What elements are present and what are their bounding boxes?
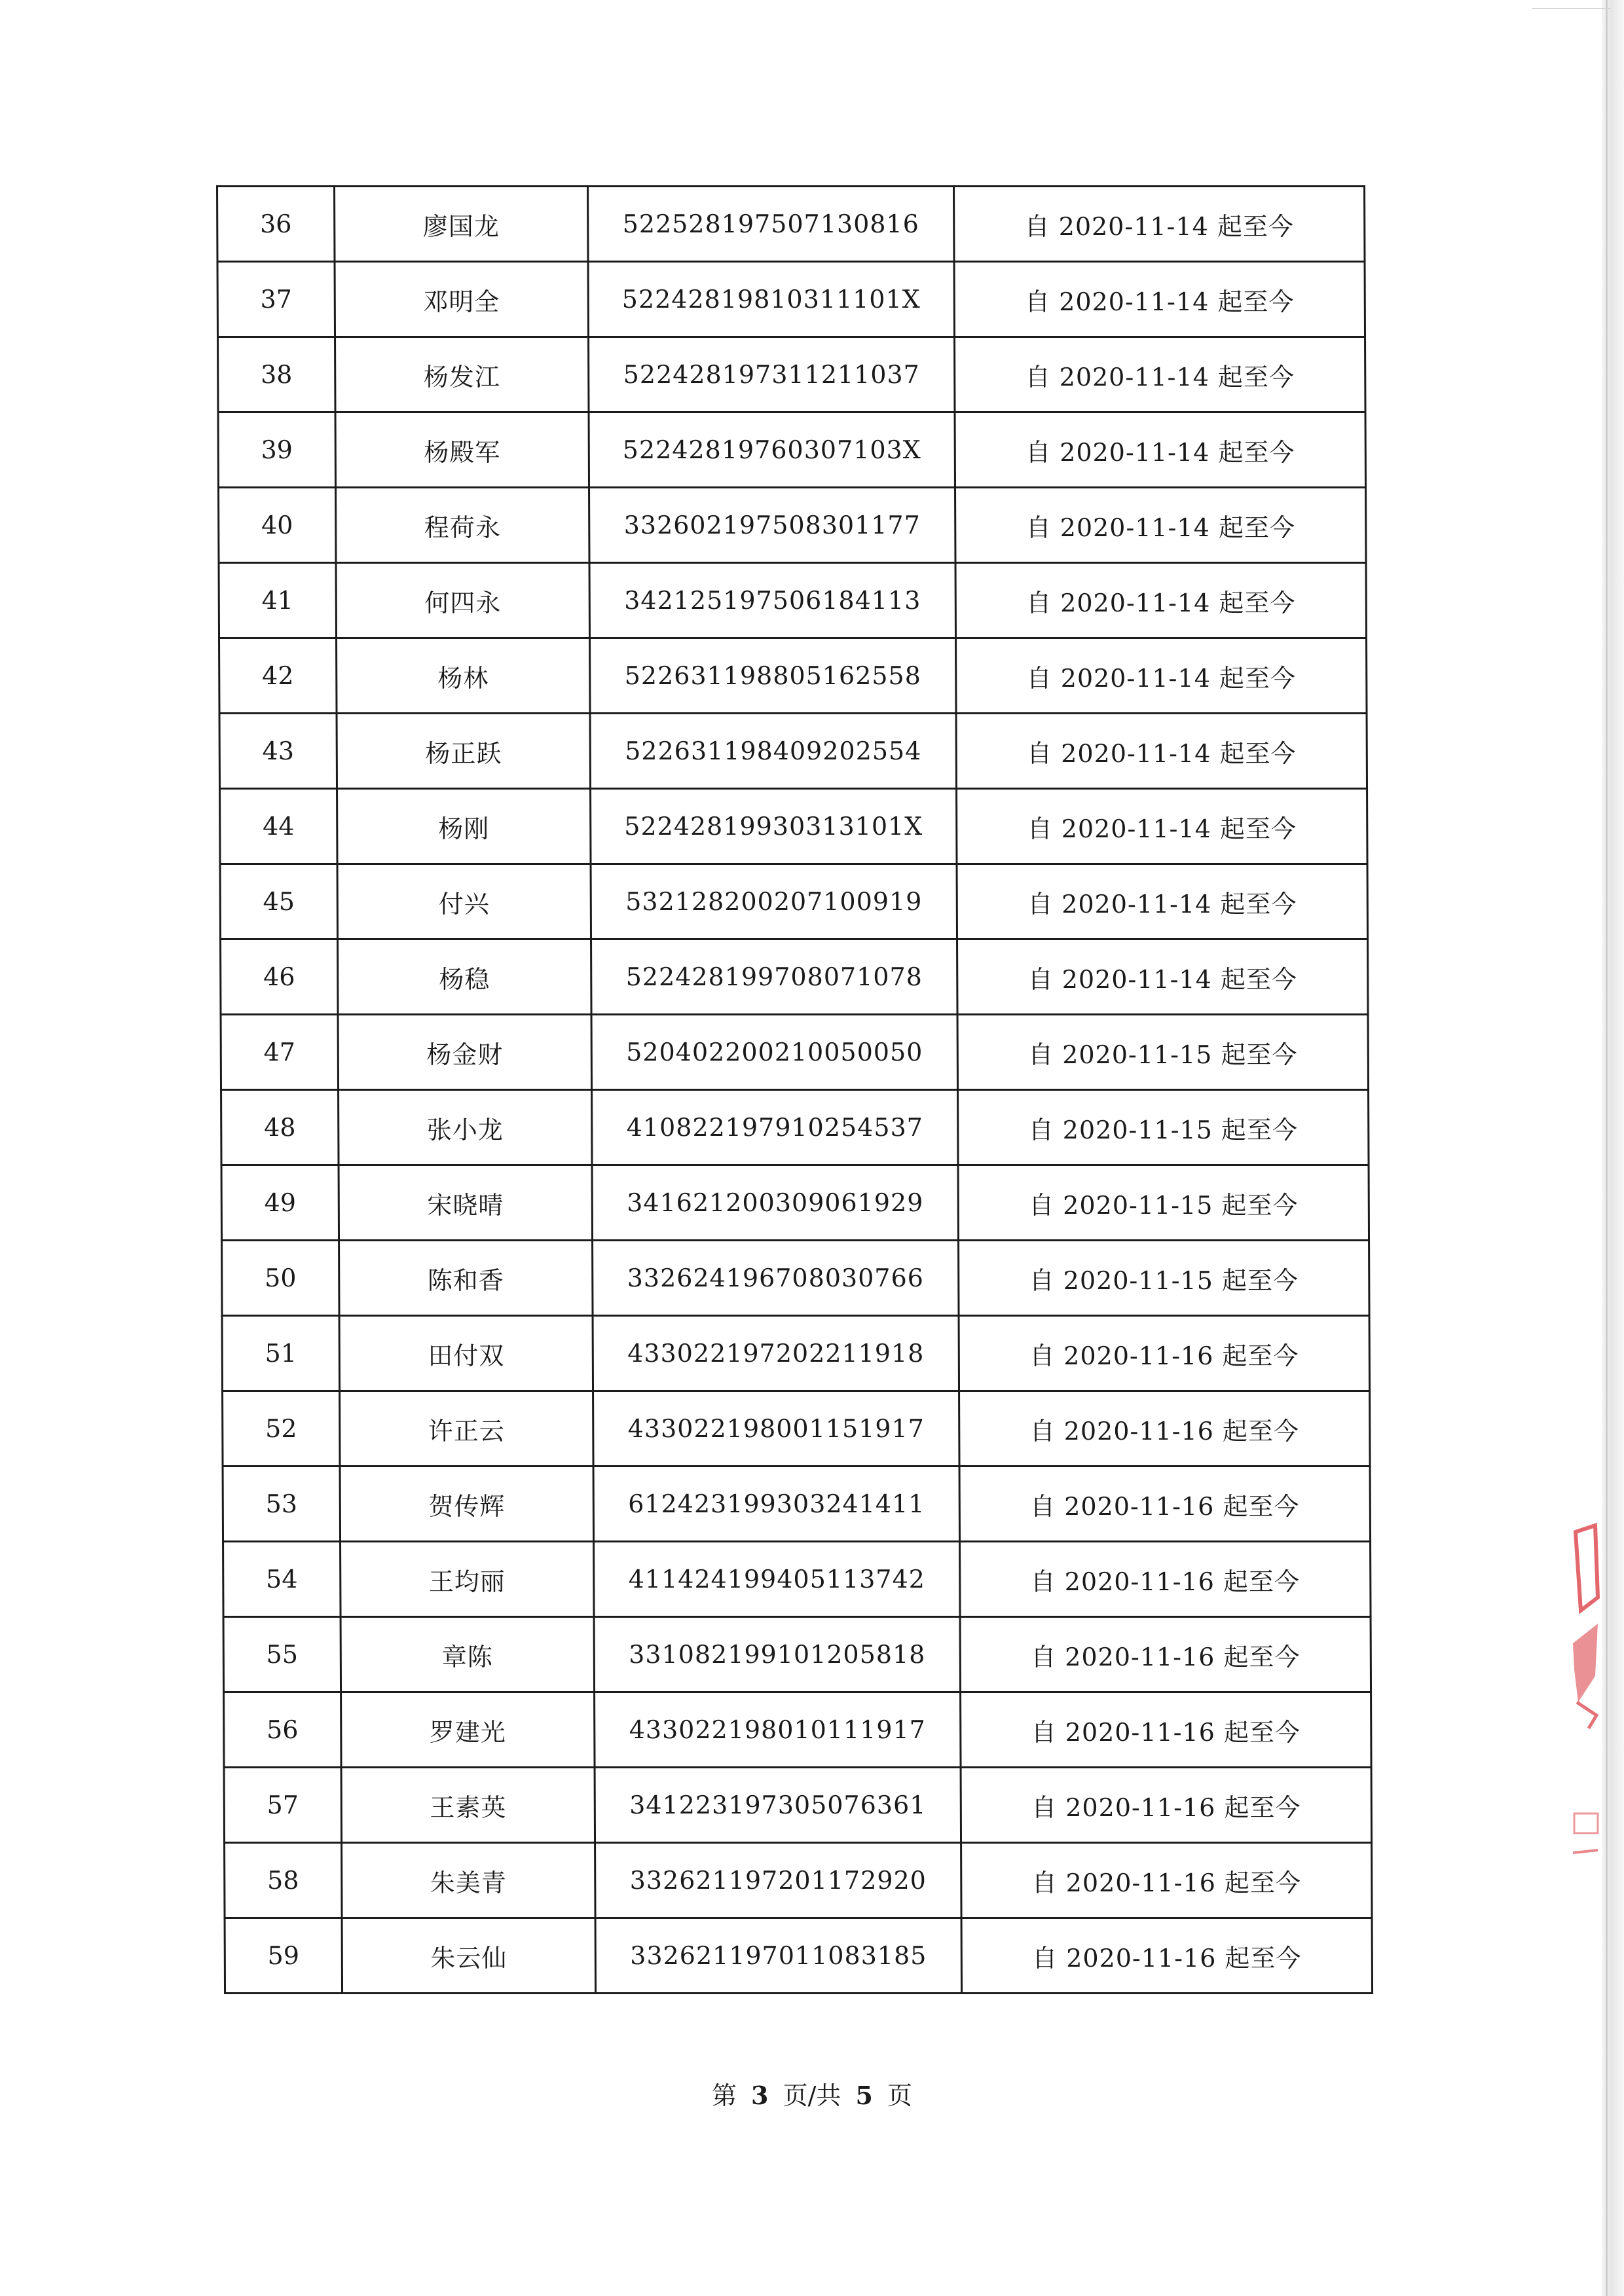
row-number: 37 (217, 262, 335, 337)
row-id-number: 331082199101205818 (594, 1617, 961, 1692)
row-number: 38 (218, 337, 336, 412)
row-period: 自 2020-11-14 起至今 (955, 337, 1366, 412)
row-name: 陈和香 (339, 1241, 593, 1316)
row-id-number: 332624196708030766 (593, 1241, 959, 1316)
table-row (219, 714, 1367, 789)
page-footer (0, 2075, 1624, 2111)
row-period: 自 2020-11-14 起至今 (956, 714, 1367, 789)
table-row (222, 1241, 1370, 1316)
row-id-number: 332621197011083185 (595, 1918, 962, 1994)
row-id-number: 522631198409202554 (590, 714, 957, 789)
table-row (218, 412, 1366, 488)
row-name: 罗建光 (341, 1692, 595, 1768)
row-period: 自 2020-11-14 起至今 (956, 638, 1367, 714)
row-name: 宋晓晴 (339, 1165, 593, 1241)
row-id-number: 332602197508301177 (589, 488, 956, 563)
table-row (219, 488, 1367, 563)
table-row (221, 1165, 1369, 1241)
row-period: 自 2020-11-15 起至今 (958, 1165, 1369, 1241)
row-period: 自 2020-11-15 起至今 (959, 1241, 1370, 1316)
row-id-number: 410822197910254537 (592, 1090, 959, 1165)
seal-fragments (1573, 1525, 1598, 1853)
row-number: 52 (223, 1391, 341, 1467)
row-number: 41 (219, 563, 337, 638)
row-id-number: 532128200207100919 (591, 864, 957, 939)
row-name: 杨刚 (337, 789, 591, 864)
table-row (220, 864, 1368, 939)
row-name: 朱云仙 (342, 1918, 596, 1994)
table-row (221, 1090, 1369, 1165)
personnel-table-body (217, 187, 1373, 1994)
row-id-number: 52242819930313101X (591, 789, 957, 864)
row-period: 自 2020-11-16 起至今 (960, 1542, 1371, 1617)
row-number: 40 (219, 488, 337, 563)
row-name: 杨正跃 (337, 714, 591, 789)
row-name: 杨殿军 (335, 412, 589, 488)
row-name: 许正云 (340, 1391, 594, 1467)
personnel-table-wrapper (216, 185, 1363, 2054)
row-period: 自 2020-11-14 起至今 (955, 488, 1367, 563)
row-id-number: 522428197311211037 (589, 337, 955, 412)
table-row (225, 1843, 1373, 1918)
row-period: 自 2020-11-14 起至今 (954, 262, 1365, 337)
row-name: 朱美青 (342, 1843, 596, 1918)
row-number: 57 (224, 1768, 342, 1843)
table-row (222, 1316, 1370, 1391)
row-period: 自 2020-11-14 起至今 (957, 939, 1369, 1015)
row-period: 自 2020-11-14 起至今 (957, 789, 1368, 864)
row-period: 自 2020-11-14 起至今 (955, 563, 1367, 638)
row-id-number: 341621200309061929 (592, 1165, 959, 1241)
table-row (217, 262, 1365, 337)
row-number: 42 (219, 638, 337, 714)
table-row (223, 1617, 1371, 1692)
row-name: 王素英 (341, 1768, 595, 1843)
table-row (224, 1768, 1372, 1843)
table-row (221, 939, 1369, 1015)
row-period: 自 2020-11-14 起至今 (957, 864, 1368, 939)
row-name: 杨稳 (338, 939, 592, 1015)
row-number: 58 (225, 1843, 342, 1918)
row-number: 46 (221, 939, 339, 1015)
table-row (223, 1542, 1371, 1617)
row-name: 章陈 (341, 1617, 595, 1692)
row-period: 自 2020-11-14 起至今 (954, 187, 1365, 262)
row-id-number: 341223197305076361 (595, 1768, 961, 1843)
row-id-number: 522428199708071078 (591, 939, 958, 1015)
scan-edge (1602, 0, 1624, 2296)
row-period: 自 2020-11-16 起至今 (960, 1617, 1371, 1692)
footer-suffix: 页 (887, 2081, 913, 2110)
table-row (221, 1015, 1369, 1090)
row-name: 田付双 (339, 1316, 593, 1391)
row-period: 自 2020-11-14 起至今 (955, 412, 1366, 488)
scan-top-rule (1532, 8, 1611, 9)
row-name: 程荷永 (336, 488, 590, 563)
row-id-number: 52242819760307103X (589, 412, 955, 488)
row-name: 杨金财 (338, 1015, 592, 1090)
row-number: 54 (223, 1542, 341, 1617)
row-number: 55 (223, 1617, 341, 1692)
row-name: 杨发江 (335, 337, 589, 412)
table-row (223, 1467, 1371, 1542)
table-row (219, 638, 1367, 714)
row-number: 47 (221, 1015, 339, 1090)
table-row (223, 1391, 1371, 1467)
footer-middle: 页/共 (783, 2081, 841, 2110)
row-name: 廖国龙 (335, 187, 589, 262)
row-id-number: 522631198805162558 (590, 638, 957, 714)
row-period: 自 2020-11-16 起至今 (959, 1467, 1371, 1542)
row-number: 36 (217, 187, 335, 262)
red-seal-stamp (1569, 1506, 1602, 1872)
row-number: 44 (220, 789, 338, 864)
table-row (224, 1692, 1372, 1768)
row-number: 39 (218, 412, 336, 488)
row-period: 自 2020-11-16 起至今 (959, 1391, 1371, 1467)
row-name: 杨林 (337, 638, 591, 714)
table-row (217, 187, 1365, 262)
table-row (220, 789, 1368, 864)
row-name: 邓明全 (335, 262, 589, 337)
footer-total-pages: 5 (855, 2081, 873, 2110)
row-number: 45 (220, 864, 338, 939)
row-name: 贺传辉 (340, 1467, 594, 1542)
row-id-number: 520402200210050050 (591, 1015, 958, 1090)
row-id-number: 433022198010111917 (595, 1692, 961, 1768)
row-number: 53 (223, 1467, 341, 1542)
row-number: 59 (225, 1918, 342, 1994)
row-id-number: 411424199405113742 (594, 1542, 961, 1617)
row-period: 自 2020-11-15 起至今 (958, 1090, 1369, 1165)
row-number: 48 (221, 1090, 339, 1165)
footer-prefix: 第 (711, 2081, 737, 2110)
row-number: 43 (219, 714, 337, 789)
row-id-number: 342125197506184113 (589, 563, 956, 638)
row-period: 自 2020-11-15 起至今 (957, 1015, 1369, 1090)
row-name: 何四永 (336, 563, 590, 638)
row-name: 王均丽 (341, 1542, 595, 1617)
table-row (218, 337, 1366, 412)
row-id-number: 433022197202211918 (593, 1316, 959, 1391)
row-period: 自 2020-11-16 起至今 (959, 1316, 1370, 1391)
row-id-number: 332621197201172920 (595, 1843, 962, 1918)
row-number: 51 (222, 1316, 340, 1391)
row-number: 49 (221, 1165, 339, 1241)
row-period: 自 2020-11-16 起至今 (961, 1692, 1372, 1768)
footer-current-page: 3 (751, 2081, 769, 2110)
row-id-number: 433022198001151917 (593, 1391, 960, 1467)
row-period: 自 2020-11-16 起至今 (961, 1768, 1372, 1843)
table-row (225, 1918, 1373, 1994)
row-period: 自 2020-11-16 起至今 (961, 1918, 1373, 1994)
row-id-number: 612423199303241411 (593, 1467, 960, 1542)
table-row (219, 563, 1367, 638)
row-name: 张小龙 (339, 1090, 593, 1165)
row-id-number: 52242819810311101X (588, 262, 955, 337)
row-name: 付兴 (337, 864, 591, 939)
row-number: 56 (224, 1692, 342, 1768)
row-period: 自 2020-11-16 起至今 (961, 1843, 1373, 1918)
row-number: 50 (222, 1241, 340, 1316)
personnel-table (216, 185, 1373, 1994)
row-id-number: 522528197507130816 (588, 187, 955, 262)
